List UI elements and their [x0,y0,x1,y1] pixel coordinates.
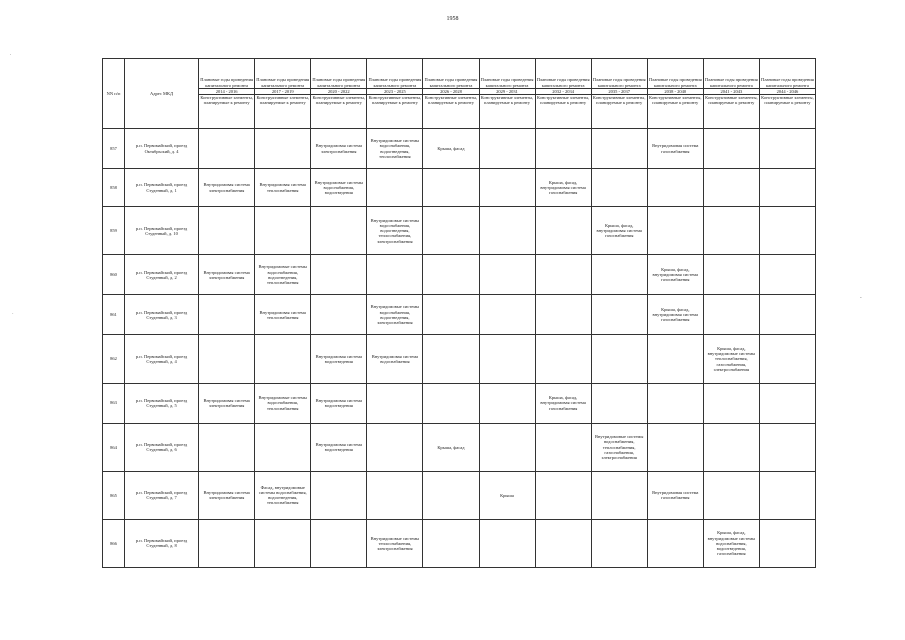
header-period-11 [759,59,815,95]
row-cell-period-8 [591,335,647,383]
row-cell-period-1 [199,295,255,335]
row-cell-period-10 [703,295,759,335]
row-cell-period-10: Крыша, фасад, внутридомовые системы теплоснабжения, газоснабжения, электроснабжения [703,335,759,383]
row-cell-period-11 [759,335,815,383]
row-number: 864 [103,423,125,471]
table-row [103,383,816,423]
row-cell-period-7 [535,423,591,471]
table-row [103,129,816,169]
header-period-range: 2032 - 2034 [536,88,591,94]
row-cell-period-4: Внутридомовая система водоснабжения [367,335,423,383]
row-cell-period-2 [255,519,311,567]
row-cell-period-11 [759,519,815,567]
row-address: р.п. Первомайский, проезд Октябрьский, д. 4 [125,129,199,169]
header-period-10 [703,59,759,95]
row-cell-period-8: Крыша, фасад, внутридомовая система газоснабжения [591,207,647,255]
row-cell-period-2 [255,129,311,169]
row-cell-period-4 [367,169,423,207]
header-elements-8: Конструктивные элементы, планируемые к ремонту [591,95,647,129]
row-cell-period-7 [535,335,591,383]
table-row [103,295,816,335]
header-period-range: 2038 - 2040 [648,88,703,94]
row-cell-period-8 [591,129,647,169]
header-period-label: Плановые годы проведения капитального ремонта [480,77,534,88]
row-cell-period-6: Крыша [479,471,535,519]
row-cell-period-5: Крыша, фасад [423,423,479,471]
header-num: NN п/п [103,59,125,129]
page-number: 1958 [446,16,459,22]
row-number: 857 [103,129,125,169]
row-cell-period-5 [423,519,479,567]
row-cell-period-6 [479,169,535,207]
row-address: р.п. Первомайский, проезд Студенный, д. 10 [125,207,199,255]
row-cell-period-3: Внутридомовая система водоотведения [311,383,367,423]
row-cell-period-3: Внутридомовая система электроснабжения [311,129,367,169]
row-cell-period-1 [199,423,255,471]
row-cell-period-2 [255,207,311,255]
row-cell-period-5 [423,169,479,207]
header-period-range: 2035 - 2037 [592,88,647,94]
row-cell-period-10 [703,383,759,423]
row-address: р.п. Первомайский, проезд Студенный, д. 6 [125,423,199,471]
row-cell-period-1: Внутридомовая система электроснабжения [199,169,255,207]
header-period-2 [255,59,311,95]
row-cell-period-3: Внутридомовые системы водоснабжения, водоотведения [311,169,367,207]
row-cell-period-5 [423,335,479,383]
row-cell-period-7 [535,519,591,567]
header-period-label: Плановые годы проведения капитального ремонта [761,77,814,88]
row-cell-period-2: Внутридомовые системы водоснабжения, теплоснабжения [255,383,311,423]
table-row [103,169,816,207]
row-cell-period-2: Внутридомовые системы водоснабжения, водоотведения, теплоснабжения [255,255,311,295]
row-cell-period-4: Внутридомовые системы водоснабжения, водоотведения, теплоснабжения, электроснабжения [367,207,423,255]
row-cell-period-6 [479,423,535,471]
table-row [103,207,816,255]
header-address: Адрес МКД [125,59,199,129]
header-period-label: Плановые годы проведения капитального ремонта [536,77,590,88]
row-cell-period-5 [423,471,479,519]
header-period-5 [423,59,479,95]
table-row [103,423,816,471]
row-cell-period-9 [647,335,703,383]
row-cell-period-3 [311,471,367,519]
row-cell-period-11 [759,255,815,295]
header-period-label: Плановые годы проведения капитального ремонта [256,77,310,88]
row-cell-period-9 [647,169,703,207]
row-cell-period-6 [479,335,535,383]
row-cell-period-4: Внутридомовые системы водоснабжения, водоотведения, теплоснабжения [367,129,423,169]
row-cell-period-5 [423,295,479,335]
row-cell-period-4 [367,471,423,519]
row-cell-period-10 [703,129,759,169]
row-cell-period-1: Внутридомовая система электроснабжения [199,383,255,423]
header-period-range: 2041 - 2043 [704,88,759,94]
row-cell-period-8 [591,383,647,423]
header-period-label: Плановые годы проведения капитального ремонта [200,77,254,88]
row-cell-period-8 [591,519,647,567]
row-cell-period-8: Внутридомовые системы водоснабжения, теплоснабжения, газоснабжения, электроснабжения [591,423,647,471]
row-number: 862 [103,335,125,383]
row-cell-period-10 [703,207,759,255]
header-period-label: Плановые годы проведения капитального ремонта [312,77,366,88]
row-address: р.п. Первомайский, проезд Студенный, д. 2 [125,255,199,295]
table-row [103,519,816,567]
row-number: 859 [103,207,125,255]
header-period-label: Плановые годы проведения капитального ремонта [424,77,478,88]
row-cell-period-11 [759,207,815,255]
row-cell-period-7: Крыша, фасад, внутридомовая система газоснабжения [535,169,591,207]
header-elements-3: Конструктивные элементы, планируемые к ремонту [311,95,367,129]
row-cell-period-2: Внутридомовая система теплоснабжения [255,295,311,335]
row-cell-period-9 [647,383,703,423]
row-cell-period-4: Внутридомовые системы теплоснабжения, электроснабжения [367,519,423,567]
header-period-9 [647,59,703,95]
header-elements-9: Конструктивные элементы, планируемые к ремонту [647,95,703,129]
row-cell-period-10 [703,423,759,471]
row-address: р.п. Первомайский, проезд Студенный, д. 4 [125,335,199,383]
row-cell-period-2 [255,423,311,471]
row-cell-period-11 [759,471,815,519]
row-cell-period-7 [535,129,591,169]
row-number: 858 [103,169,125,207]
row-address: р.п. Первомайский, проезд Студенный, д. 5 [125,383,199,423]
row-cell-period-8 [591,295,647,335]
row-cell-period-11 [759,129,815,169]
header-period-range: 2020 - 2022 [311,88,366,94]
row-cell-period-7 [535,471,591,519]
row-cell-period-10 [703,169,759,207]
row-number: 860 [103,255,125,295]
row-cell-period-3 [311,255,367,295]
header-period-1 [199,59,255,95]
row-number: 863 [103,383,125,423]
table-row [103,335,816,383]
row-cell-period-8 [591,471,647,519]
row-cell-period-10 [703,471,759,519]
row-number: 861 [103,295,125,335]
row-cell-period-1: Внутридомовая система электроснабжения [199,255,255,295]
header-elements-row [103,95,816,129]
row-cell-period-7: Крыша, фасад, внутридомовая система газоснабжения [535,383,591,423]
row-address: р.п. Первомайский, проезд Студенный, д. 1 [125,169,199,207]
header-elements-11: Конструктивные элементы, планируемые к ремонту [759,95,815,129]
row-cell-period-6 [479,519,535,567]
row-cell-period-9 [647,207,703,255]
row-cell-period-11 [759,383,815,423]
row-cell-period-10: Крыша, фасад, внутридомовые системы водоснабжения, водоотведения, газоснабжения [703,519,759,567]
table-body [103,129,816,568]
row-cell-period-1 [199,335,255,383]
header-period-range: 2017 - 2019 [255,88,310,94]
header-period-label: Плановые годы проведения капитального ремонта [704,77,758,88]
header-period-range: 2044 - 2046 [760,88,815,94]
row-cell-period-5 [423,383,479,423]
row-address: р.п. Первомайский, проезд Студенный, д. 7 [125,471,199,519]
row-cell-period-3 [311,519,367,567]
row-cell-period-1 [199,207,255,255]
row-cell-period-9 [647,423,703,471]
row-cell-period-5: Крыша, фасад [423,129,479,169]
header-period-row [103,59,816,95]
row-cell-period-7 [535,207,591,255]
row-cell-period-2: Фасад, внутридомовые системы водоснабжения, водоотведения, теплоснабжения [255,471,311,519]
row-cell-period-5 [423,255,479,295]
row-cell-period-6 [479,295,535,335]
row-cell-period-2: Внутридомовая система теплоснабжения [255,169,311,207]
row-cell-period-6 [479,255,535,295]
header-elements-4: Конструктивные элементы, планируемые к ремонту [367,95,423,129]
row-cell-period-1: Внутридомовая система электроснабжения [199,471,255,519]
row-cell-period-9: Крыша, фасад, внутридомовая система газоснабжения [647,295,703,335]
row-cell-period-7 [535,255,591,295]
header-period-4 [367,59,423,95]
row-cell-period-4 [367,383,423,423]
row-number: 865 [103,471,125,519]
row-number: 866 [103,519,125,567]
row-cell-period-11 [759,295,815,335]
row-cell-period-2 [255,335,311,383]
row-cell-period-9: Крыша, фасад, внутридомовая система газоснабжения [647,255,703,295]
table-row [103,255,816,295]
header-period-8 [591,59,647,95]
row-cell-period-7 [535,295,591,335]
header-period-7 [535,59,591,95]
header-period-range: 2023 - 2025 [367,88,422,94]
row-cell-period-4 [367,423,423,471]
row-cell-period-1 [199,519,255,567]
row-cell-period-8 [591,169,647,207]
row-cell-period-4 [367,255,423,295]
row-cell-period-3 [311,207,367,255]
table-row [103,471,816,519]
header-period-range: 2029 - 2031 [480,88,535,94]
header-elements-2: Конструктивные элементы, планируемые к ремонту [255,95,311,129]
row-cell-period-1 [199,129,255,169]
row-cell-period-4: Внутридомовые системы водоснабжения, водоотведения, электроснабжения [367,295,423,335]
header-period-range: 2026 - 2028 [423,88,478,94]
row-cell-period-3: Внутридомовая система водоотведения [311,423,367,471]
header-period-6 [479,59,535,95]
header-period-label: Плановые годы проведения капитального ремонта [592,77,646,88]
row-cell-period-10 [703,255,759,295]
header-elements-5: Конструктивные элементы, планируемые к ремонту [423,95,479,129]
header-period-3 [311,59,367,95]
row-cell-period-3: Внутридомовая система водоотведения [311,335,367,383]
row-cell-period-3 [311,295,367,335]
repair-schedule-table [102,58,816,568]
row-cell-period-9: Внутридомовая система газоснабжения [647,129,703,169]
header-period-label: Плановые годы проведения капитального ремонта [368,77,422,88]
header-elements-6: Конструктивные элементы, планируемые к ремонту [479,95,535,129]
row-address: р.п. Первомайский, проезд Студенный, д. 8 [125,519,199,567]
header-period-range: 2014 - 2016 [199,88,254,94]
header-period-label: Плановые годы проведения капитального ремонта [648,77,702,88]
row-cell-period-9: Внутридомовая система газоснабжения [647,471,703,519]
header-elements-10: Конструктивные элементы, планируемые к ремонту [703,95,759,129]
row-cell-period-8 [591,255,647,295]
row-cell-period-6 [479,207,535,255]
row-cell-period-11 [759,169,815,207]
row-cell-period-5 [423,207,479,255]
row-cell-period-6 [479,129,535,169]
row-cell-period-6 [479,383,535,423]
row-cell-period-11 [759,423,815,471]
header-elements-1: Конструктивные элементы, планируемые к ремонту [199,95,255,129]
header-elements-7: Конструктивные элементы, планируемые к ремонту [535,95,591,129]
row-cell-period-9 [647,519,703,567]
row-address: р.п. Первомайский, проезд Студенный, д. 3 [125,295,199,335]
